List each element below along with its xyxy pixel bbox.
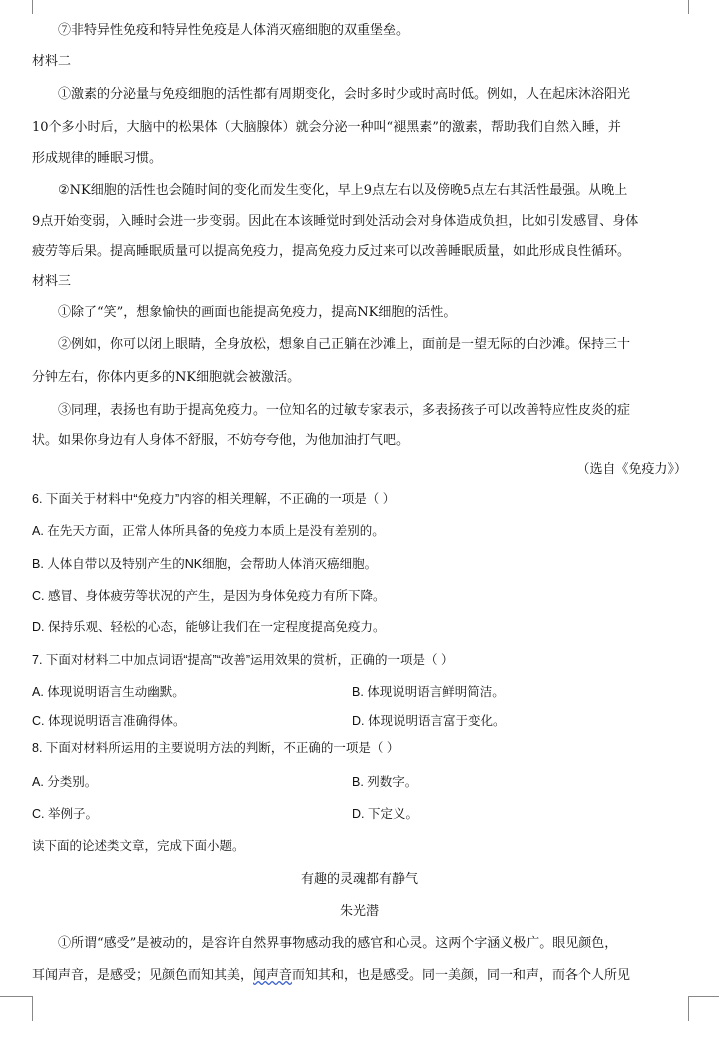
question-7-stem: 7. 下面对材料二中加点词语“提高”“改善”运用效果的赏析，正确的一项是（ ） — [32, 653, 454, 667]
material-three-p3-line1: ③同理，表扬也有助于提高免疫力。一位知名的过敏专家表示，多表扬孩子可以改善特应性皮炎的症 — [58, 403, 631, 418]
material-three-p2-line1: ②例如，你可以闭上眼睛，全身放松，想象自己正躺在沙滩上，面前是一望无际的白沙滩。保持三十 — [58, 337, 631, 352]
crop-mark-bottom-right — [688, 996, 719, 1021]
article-author: 朱光潜 — [339, 904, 379, 919]
question-7-option-b: B. 体现说明语言鲜明简洁。 — [352, 685, 505, 699]
question-8-option-b: B. 列数字。 — [352, 775, 418, 789]
material-two-p1-line3: 形成规律的睡眠习惯。 — [32, 151, 163, 166]
material-two-p1-line1: ①激素的分泌量与免疫细胞的活性都有周期变化，会时多时少或时高时低。例如，人在起床沐浴阳光 — [58, 87, 631, 102]
material-three-p3-line2: 状。如果你身边有人身体不舒服，不妨夸夸他，为他加油打气吧。 — [32, 433, 410, 448]
article-p1-line1: ①所谓“感受”是被动的，是容许自然界事物感动我的感官和心灵。这两个字涵义极广。眼见颜色， — [58, 936, 618, 951]
article-title: 有趣的灵魂都有静气 — [300, 872, 418, 887]
reading-instruction: 读下面的论述类文章，完成下面小题。 — [32, 839, 245, 853]
article-p1-line2 — [32, 967, 687, 985]
question-8-option-c: C. 举例子。 — [32, 807, 98, 821]
question-6-stem: 6. 下面关于材料中“免疫力”内容的相关理解，不正确的一项是（ ） — [32, 492, 396, 506]
question-8-option-d: D. 下定义。 — [352, 807, 418, 821]
question-7-option-d: D. 体现说明语言富于变化。 — [352, 714, 506, 728]
question-8-stem: 8. 下面对材料所运用的主要说明方法的判断，不正确的一项是（ ） — [32, 741, 400, 755]
question-7-option-c: C. 体现说明语言准确得体。 — [32, 714, 186, 728]
crop-mark-top-right — [688, 0, 719, 14]
material-two-p2-line1: ②NK细胞的活性也会随时间的变化而发生变化，早上9点左右以及傍晚5点左右其活性最强。从晚上 — [58, 183, 628, 198]
material-two-heading: 材料二 — [32, 54, 72, 69]
material-one-point-7: ⑦非特异性免疫和特异性免疫是人体消灭癌细胞的双重堡垒。 — [58, 23, 410, 38]
question-6-option-b: B. 人体自带以及特别产生的NK细胞，会帮助人体消灭癌细胞。 — [32, 557, 378, 571]
question-6-option-a: A. 在先天方面，正常人体所具备的免疫力本质上是没有差别的。 — [32, 524, 385, 538]
material-two-p1-line2: 10个多小时后，大脑中的松果体（大脑腺体）就会分泌一种叫“褪黑素”的激素，帮助我们自然入睡，并 — [32, 120, 621, 135]
material-two-p2-line2: 9点开始变弱，入睡时会进一步变弱。因此在本该睡觉时到处活动会对身体造成负担，比如引发感冒、身体 — [32, 214, 639, 229]
article-p1-line2-a: 耳闻声音，是感受；见颜色而知其美， — [32, 968, 254, 983]
material-three-heading: 材料三 — [32, 274, 72, 289]
crop-mark-top-left — [0, 0, 33, 14]
question-6-option-c: C. 感冒、身体疲劳等状况的产生，是因为身体免疫力有所下降。 — [32, 589, 386, 603]
question-8-option-a: A. 分类别。 — [32, 775, 98, 789]
article-wavy-phrase: 闻声音 — [253, 968, 293, 983]
article-p1-line2-c: 而知其和，也是感受。同一美颜，同一和声，而各个人所见 — [292, 968, 631, 983]
crop-mark-bottom-left — [0, 996, 33, 1021]
material-two-p2-line3: 疲劳等后果。提高睡眠质量可以提高免疫力，提高免疫力反过来可以改善睡眠质量，如此形成良性循环。 — [32, 244, 631, 259]
question-6-option-d: D. 保持乐观、轻松的心态，能够让我们在一定程度提高免疫力。 — [32, 620, 386, 634]
material-three-p1: ①除了“笑”，想象愉快的画面也能提高免疫力，提高NK细胞的活性。 — [58, 305, 457, 320]
question-7-option-a: A. 体现说明语言生动幽默。 — [32, 685, 185, 699]
material-three-p2-line2: 分钟左右，你体内更多的NK细胞就会被激活。 — [32, 370, 301, 385]
source-citation: （选自《免疫力》） — [576, 462, 687, 477]
